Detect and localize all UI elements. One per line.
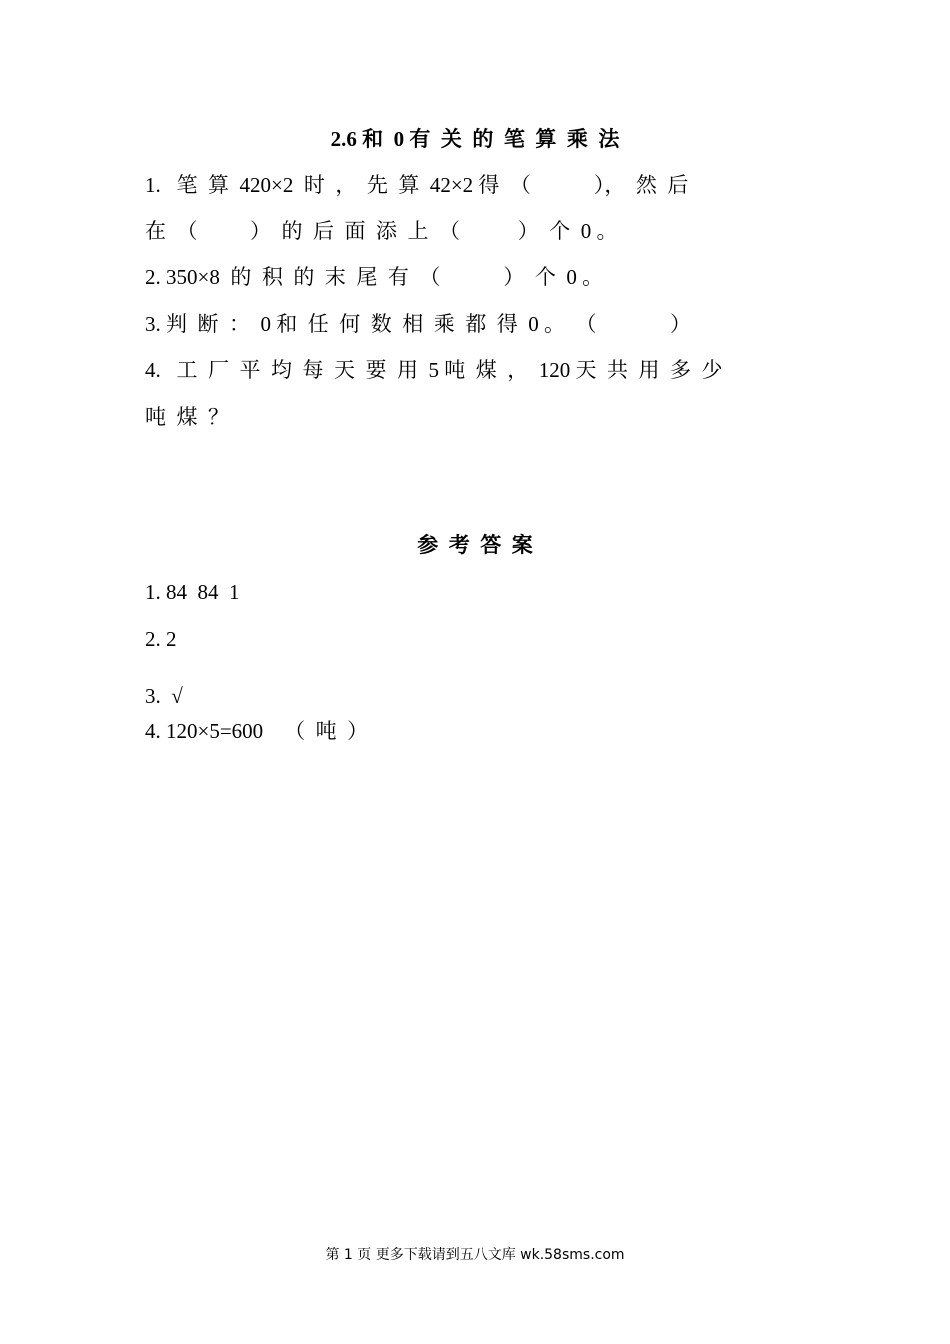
page-footer: 第 1 页 更多下载请到五八文库 wk.58sms.com [325,1247,625,1263]
question-1-line-1: 1. 笔 算 420×2 时 ， 先 算 42×2 得 （ ）， 然 后 [145,173,689,197]
question-1-line-2: 在 （ ） 的 后 面 添 上 （ ） 个 0 。 [145,219,618,243]
answer-4: 4. 120×5=600 （ 吨 ） [145,719,369,743]
answer-section-title: 参 考 答 案 [417,533,533,557]
answer-3: 3. √ [145,684,183,708]
question-3: 3. 判 断 ： 0 和 任 何 数 相 乘 都 得 0 。 （ ） [145,312,691,336]
question-4-line-1: 4. 工 厂 平 均 每 天 要 用 5 吨 煤 ， 120 天 共 用 多 少 [145,358,723,382]
document-title: 2.6 和 0 有 关 的 笔 算 乘 法 [330,127,620,151]
question-2: 2. 350×8 的 积 的 末 尾 有 （ ） 个 0 。 [145,265,604,289]
answer-2: 2. 2 [145,627,177,651]
answer-1: 1. 84 84 1 [145,580,240,604]
question-4-line-2: 吨 煤 ？ [145,405,229,429]
